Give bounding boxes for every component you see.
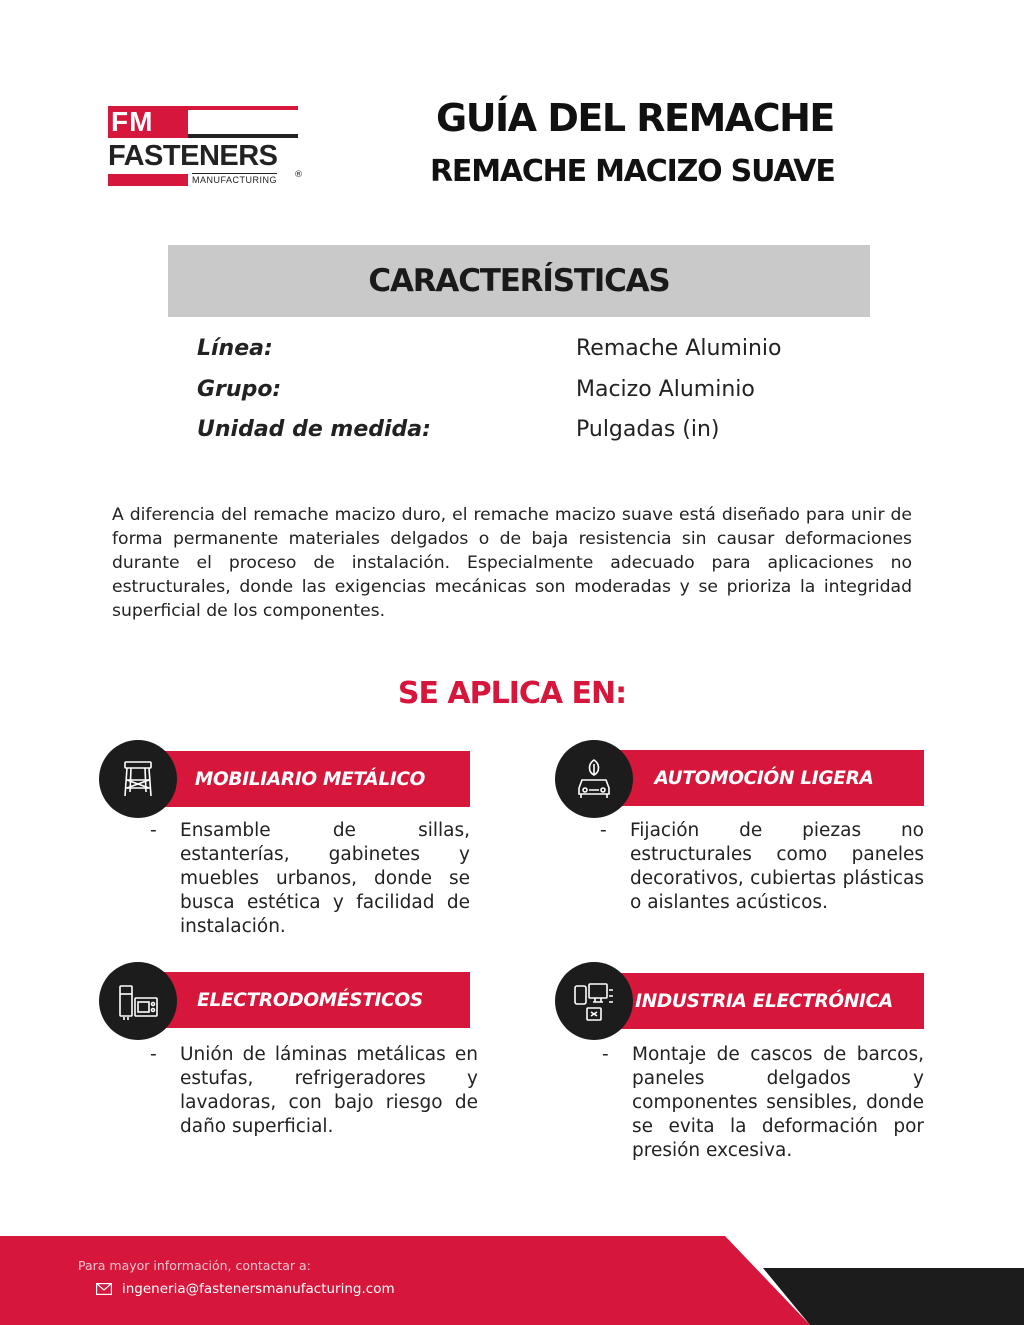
logo-registered: ® [294,170,303,180]
card-text-electronics [602,1043,924,1163]
card-text: Montaje de cascos de barcos, paneles delgados y componentes sensibles, donde se evita la deformación por presión excesiva. [632,1044,924,1161]
bullet-dash: - [150,1044,157,1065]
footer [0,1236,1024,1325]
bullet-dash: - [150,820,157,841]
logo-subtitle: MANUFACTURING [192,175,277,185]
page-subtitle: REMACHE MACIZO SUAVE [430,154,835,189]
spec-key: Unidad de medida: [197,417,431,442]
spec-value: Pulgadas (in) [576,417,720,442]
logo-name: FASTENERS [108,140,278,172]
mail-icon [96,1283,112,1295]
logo-underbar [108,174,188,186]
electronics-icon [555,962,633,1040]
card-title: MOBILIARIO METÁLICO [194,768,426,790]
spec-row-unit [197,417,837,458]
eco-car-icon [555,740,633,818]
card-text: Unión de láminas metálicas en estufas, refrigeradores y lavadoras, con bajo riesgo de daño superficial. [180,1044,478,1137]
card-text: Fijación de piezas no estructurales como paneles decorativos, cubiertas plásticas o aislantes acústicos. [630,820,924,913]
spec-value: Remache Aluminio [576,336,782,361]
logo-fm: FM [108,106,188,138]
stool-icon [99,740,177,818]
page-title: GUÍA DEL REMACHE [436,96,834,140]
card-title: AUTOMOCIÓN LIGERA [654,767,874,789]
card-text-furniture [150,819,470,939]
card-header-furniture [150,751,470,807]
logo-rule [188,106,298,138]
footer-email-link[interactable] [96,1281,395,1297]
card-title: INDUSTRIA ELECTRÓNICA [635,990,893,1012]
spec-key: Grupo: [197,376,282,402]
bullet-dash: - [600,820,607,841]
spec-row-line [197,336,837,377]
characteristics-heading: CARACTERÍSTICAS [368,263,670,299]
spec-key: Línea: [197,336,273,361]
spec-list [197,336,837,458]
footer-email[interactable]: ingeneria@fastenersmanufacturing.com [122,1281,395,1297]
card-header-automotive [604,750,924,806]
card-text-automotive [600,819,924,915]
card-text: Ensamble de sillas, estanterías, gabinetes y muebles urbanos, donde se busca estética y facilidad de instalación. [180,820,470,937]
spec-value: Macizo Aluminio [576,376,755,402]
brand-logo [108,106,308,188]
card-text-appliances [150,1043,478,1139]
characteristics-banner [168,245,870,317]
footer-contact-label: Para mayor información, contactar a: [78,1258,311,1273]
description-paragraph: A diferencia del remache macizo duro, el remache macizo suave está diseñado para unir de forma permanente materiales delgados o de baja resistencia sin causar deformaciones durante el proceso de instalación. Especialmente adecuado para aplicaciones no estructurales, donde las exigencias mecánicas son moderadas y se prioriza la integridad superficial de los componentes. [112,505,912,621]
card-header-appliances [150,972,470,1028]
card-title: ELECTRODOMÉSTICOS [197,989,423,1011]
spec-row-group [197,377,837,418]
bullet-dash: - [602,1044,609,1065]
appliances-icon [99,962,177,1040]
card-header-electronics [604,973,924,1029]
applications-heading: SE APLICA EN: [397,676,627,711]
